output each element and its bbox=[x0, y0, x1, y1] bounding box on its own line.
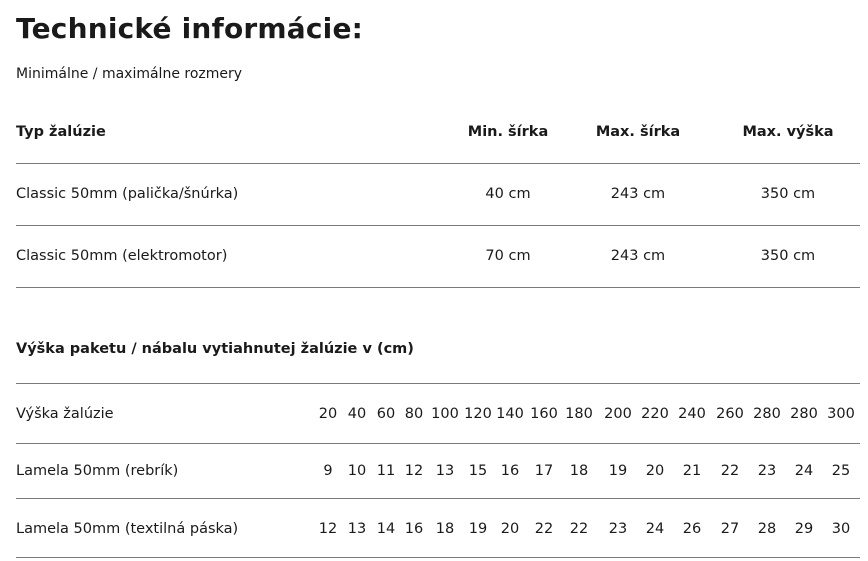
cell-value: 160 bbox=[530, 406, 558, 422]
cell-value: 27 bbox=[720, 521, 740, 537]
cell-value: 180 bbox=[565, 406, 593, 422]
cell-value: 30 bbox=[831, 521, 851, 537]
cell-value: 13 bbox=[435, 463, 455, 479]
page-subtitle: Minimálne / maximálne rozmery bbox=[16, 66, 243, 82]
cell-value: 22 bbox=[720, 463, 740, 479]
section-title: Výška paketu / nábalu vytiahnutej žalúzie v (cm) bbox=[16, 341, 414, 357]
cell-max-height: 350 cm bbox=[760, 248, 816, 264]
cell-value: 200 bbox=[604, 406, 632, 422]
cell-value: 16 bbox=[404, 521, 424, 537]
divider bbox=[16, 498, 860, 499]
header-max-width: Max. šírka bbox=[595, 124, 681, 140]
cell-max-width: 243 cm bbox=[610, 186, 666, 202]
cell-min-width: 70 cm bbox=[485, 248, 531, 264]
row-label: Lamela 50mm (textilná páska) bbox=[16, 521, 239, 537]
cell-value: 29 bbox=[794, 521, 814, 537]
cell-value: 20 bbox=[318, 406, 338, 422]
cell-value: 16 bbox=[500, 463, 520, 479]
cell-max-width: 243 cm bbox=[610, 248, 666, 264]
cell-value: 22 bbox=[534, 521, 554, 537]
cell-value: 140 bbox=[496, 406, 524, 422]
cell-value: 18 bbox=[435, 521, 455, 537]
divider bbox=[16, 557, 860, 558]
cell-value: 14 bbox=[376, 521, 396, 537]
cell-value: 60 bbox=[376, 406, 396, 422]
header-min-width: Min. šírka bbox=[467, 124, 549, 140]
table-row bbox=[16, 460, 860, 482]
cell-value: 15 bbox=[468, 463, 488, 479]
page-title: Technické informácie: bbox=[16, 12, 364, 45]
cell-value: 12 bbox=[318, 521, 338, 537]
cell-value: 24 bbox=[645, 521, 665, 537]
cell-value: 12 bbox=[404, 463, 424, 479]
cell-value: 120 bbox=[464, 406, 492, 422]
cell-max-height: 350 cm bbox=[760, 186, 816, 202]
table-row bbox=[16, 403, 860, 425]
header-max-height: Max. výška bbox=[742, 124, 834, 140]
cell-value: 20 bbox=[500, 521, 520, 537]
cell-value: 10 bbox=[347, 463, 367, 479]
table-row bbox=[16, 245, 860, 267]
cell-value: 13 bbox=[347, 521, 367, 537]
cell-value: 40 bbox=[347, 406, 367, 422]
cell-value: 17 bbox=[534, 463, 554, 479]
row-label: Lamela 50mm (rebrík) bbox=[16, 463, 179, 479]
divider bbox=[16, 383, 860, 384]
cell-value: 28 bbox=[757, 521, 777, 537]
cell-min-width: 40 cm bbox=[485, 186, 531, 202]
cell-blind-type: Classic 50mm (elektromotor) bbox=[16, 248, 228, 264]
cell-value: 260 bbox=[716, 406, 744, 422]
cell-value: 23 bbox=[608, 521, 628, 537]
cell-value: 23 bbox=[757, 463, 777, 479]
cell-value: 19 bbox=[468, 521, 488, 537]
cell-value: 21 bbox=[682, 463, 702, 479]
cell-value: 280 bbox=[790, 406, 818, 422]
cell-value: 19 bbox=[608, 463, 628, 479]
cell-value: 25 bbox=[831, 463, 851, 479]
dimensions-table-header bbox=[16, 121, 860, 143]
divider bbox=[16, 225, 860, 226]
cell-value: 20 bbox=[645, 463, 665, 479]
cell-value: 26 bbox=[682, 521, 702, 537]
cell-value: 22 bbox=[569, 521, 589, 537]
divider bbox=[16, 287, 860, 288]
divider bbox=[16, 163, 860, 164]
cell-value: 100 bbox=[431, 406, 459, 422]
cell-value: 220 bbox=[641, 406, 669, 422]
row-label: Výška žalúzie bbox=[16, 406, 114, 422]
cell-blind-type: Classic 50mm (palička/šnúrka) bbox=[16, 186, 239, 202]
cell-value: 300 bbox=[827, 406, 855, 422]
cell-value: 240 bbox=[678, 406, 706, 422]
cell-value: 24 bbox=[794, 463, 814, 479]
cell-value: 280 bbox=[753, 406, 781, 422]
table-row bbox=[16, 183, 860, 205]
header-blind-type: Typ žalúzie bbox=[16, 124, 106, 140]
cell-value: 9 bbox=[323, 463, 333, 479]
cell-value: 11 bbox=[376, 463, 396, 479]
table-row bbox=[16, 518, 860, 540]
divider bbox=[16, 443, 860, 444]
cell-value: 80 bbox=[404, 406, 424, 422]
cell-value: 18 bbox=[569, 463, 589, 479]
